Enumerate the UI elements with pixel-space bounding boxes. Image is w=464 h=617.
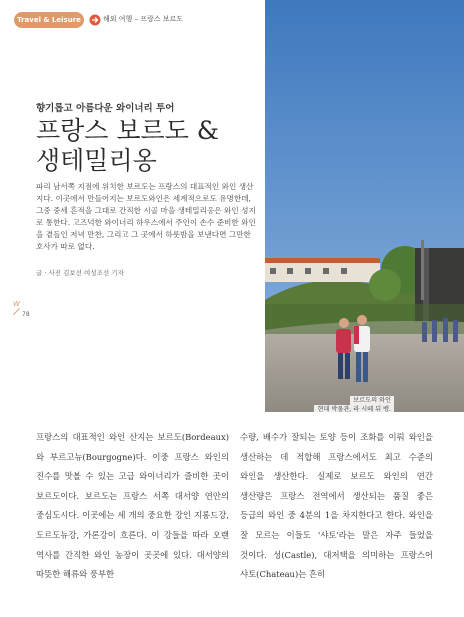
arrow-right-icon bbox=[89, 14, 101, 26]
section-tag: Travel & Leisure bbox=[14, 12, 84, 28]
article-lead: 파리 남서쪽 지점에 위치한 보르도는 프랑스의 대표적인 와인 생산지다. 이곳에서 만들어지는 보르도와인은 세계적으로도 유명한데, 그중 중세 흔적을 그대로 간직한 시골 마을 생테밀리옹은 와인 성지로 통한다. 고즈넉한 와이너리 하우스에서 주인이 손수 준비한 와인을 곁들인 저녁 만찬, 그리고 그 곳에서 하룻밤을 보낸다면 그만한 호사가 따로 없다. bbox=[36, 182, 256, 251]
folio-mark: W bbox=[13, 300, 20, 308]
photo-caption bbox=[214, 396, 394, 414]
article-title bbox=[36, 116, 256, 176]
body-column-1: 프랑스의 대표적인 와인 산지는 보르도(Bordeaux)와 부르고뉴(Bourgogne)다. 이중 프랑스 와인의 진수를 맛볼 수 있는 고급 와이너리가 즐비한 곳이 보르도이다. 보르도는 프랑스 서쪽 대서양 연안의 중심도시다. 이곳에는 세 개의 중요한 강인 지롱드강, 도르도뉴강, 가론강이 흐른다. 이 강들을 따라 오랜 역사를 간직한 와인 농장이 곳곳에 있다. 대서양의 따뜻한 해류와 풍부한 bbox=[36, 432, 229, 580]
caption-line-2: 현대 박물관, 라 시떼 뒤 뱅. bbox=[314, 405, 394, 414]
breadcrumb: 해외 여행 – 프랑스 보르도 bbox=[103, 15, 184, 23]
title-line-1: 프랑스 보르도 & bbox=[36, 116, 220, 145]
folio-divider bbox=[13, 308, 20, 315]
page-number: 78 bbox=[22, 311, 30, 318]
body-column-2: 수량, 배수가 잘되는 토양 등이 조화를 이뤄 와인을 생산하는 데 적합해 프랑스에서도 최고 수준의 와인을 생산한다. 실제로 보르도 와인의 연간 생산량은 프랑스 전역에서 생산되는 품질 좋은 등급의 와인 중 4분의 1을 차지한다고 한다. 와인을 잘 모르는 이들도 '샤토'라는 말은 자주 들었을 것이다. 성(Castle), 대저택을 의미하는 프랑스어 샤토(Chateau)는 흔히 bbox=[240, 432, 433, 580]
caption-line-1: 보르도의 와인 bbox=[350, 396, 394, 405]
byline: 글 · 사진 김보선 여성조선 기자 bbox=[36, 269, 124, 277]
article-photo bbox=[265, 0, 464, 412]
title-line-2: 생테밀리옹 bbox=[36, 146, 157, 175]
article-subtitle: 향기롭고 아름다운 와이너리 투어 bbox=[36, 103, 175, 114]
